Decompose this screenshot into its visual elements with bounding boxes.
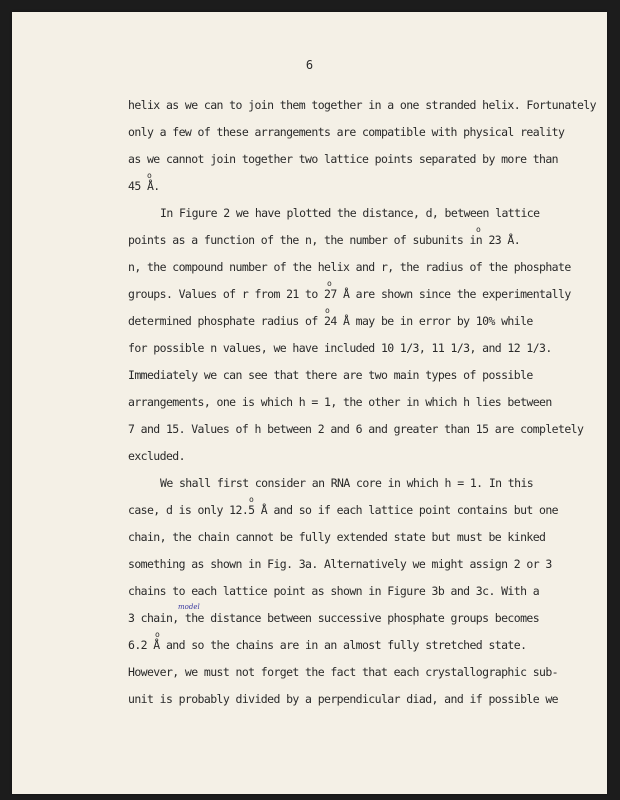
text-line: arrangements, one is which h = 1, the other in which h lies between (128, 395, 552, 409)
paragraph-start-line: In Figure 2 we have plotted the distance, d, between lattice (160, 206, 540, 220)
angstrom-ring-mark: o (249, 495, 254, 504)
text-line: chain, the chain cannot be fully extended state but must be kinked (128, 530, 546, 544)
text-line: only a few of these arrangements are compatible with physical reality (128, 125, 565, 139)
text-line: determined phosphate radius of 24 Å may be in error by 10% while (128, 314, 533, 328)
angstrom-ring-mark: o (155, 630, 160, 639)
text-line: excluded. (128, 449, 185, 463)
angstrom-ring-mark: o (476, 225, 481, 234)
text-line: helix as we can to join them together in a one stranded helix. Fortunately (128, 98, 596, 112)
text-line: n, the compound number of the helix and r, the radius of the phosphate (128, 260, 571, 274)
text-line: as we cannot join together two lattice points separated by more than (128, 152, 559, 166)
text-line: chains to each lattice point as shown in Figure 3b and 3c. With a (128, 584, 540, 598)
text-line: case, d is only 12.5 Å and so if each lattice point contains but one (128, 503, 559, 517)
text-line: 7 and 15. Values of h between 2 and 6 and greater than 15 are completely (128, 422, 584, 436)
handwritten-annotation: model (178, 603, 200, 611)
text-line: unit is probably divided by a perpendicular diad, and if possible we (128, 692, 559, 706)
text-line: Immediately we can see that there are two main types of possible (128, 368, 533, 382)
text-line: 3 chain, the distance between successive phosphate groups becomes (128, 611, 540, 625)
angstrom-ring-mark: o (327, 279, 332, 288)
page-number: 6 (305, 58, 314, 72)
text-line: points as a function of the n, the number of subunits in 23 Å. (128, 233, 521, 247)
angstrom-ring-mark: o (325, 306, 330, 315)
angstrom-ring-mark: o (147, 171, 152, 180)
text-line: However, we must not forget the fact that each crystallographic sub- (128, 665, 559, 679)
text-line: groups. Values of r from 21 to 27 Å are shown since the experimentally (128, 287, 571, 301)
text-line: something as shown in Fig. 3a. Alternatively we might assign 2 or 3 (128, 557, 552, 571)
paragraph-start-line: We shall first consider an RNA core in which h = 1. In this (160, 476, 534, 490)
text-line: 6.2 Å and so the chains are in an almost fully stretched state. (128, 638, 527, 652)
document-page (12, 12, 607, 794)
text-line: 45 Å. (128, 179, 160, 193)
text-line: for possible n values, we have included 10 1/3, 11 1/3, and 12 1/3. (128, 341, 552, 355)
